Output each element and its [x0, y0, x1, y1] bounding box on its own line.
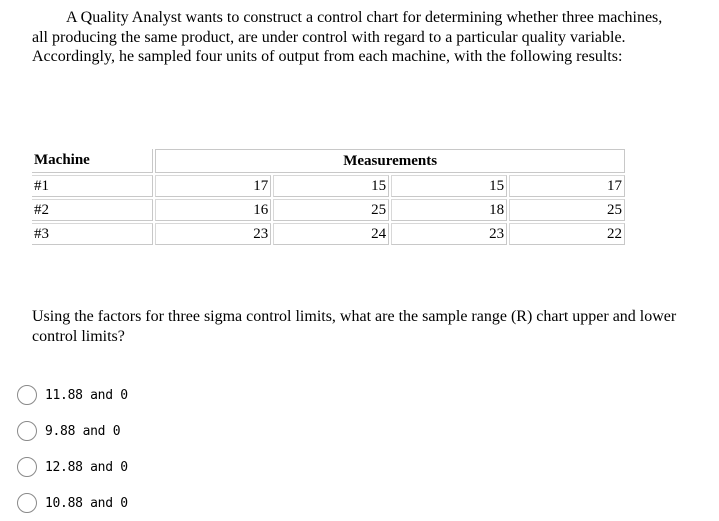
option-label[interactable]: 9.88 and 0 [45, 423, 121, 439]
answer-option-2[interactable] [17, 413, 128, 449]
header-measurements: Measurements [155, 149, 625, 173]
measurement-cell: 23 [391, 223, 507, 245]
machine-cell: #3 [32, 223, 153, 245]
table-row [32, 175, 625, 197]
table-row [32, 223, 625, 245]
option-label[interactable]: 12.88 and 0 [45, 459, 128, 475]
radio-button[interactable] [17, 421, 37, 441]
machine-cell: #1 [32, 175, 153, 197]
measurement-cell: 16 [155, 199, 271, 221]
measurement-cell: 17 [155, 175, 271, 197]
header-machine: Machine [32, 149, 153, 173]
answer-options [17, 377, 128, 521]
machine-cell: #2 [32, 199, 153, 221]
measurement-cell: 15 [391, 175, 507, 197]
option-label[interactable]: 11.88 and 0 [45, 387, 128, 403]
measurement-cell: 25 [509, 199, 625, 221]
answer-option-3[interactable] [17, 449, 128, 485]
question-text: Using the factors for three sigma control limits, what are the sample range (R) chart upper and lower control limits? [32, 308, 677, 345]
table-row [32, 199, 625, 221]
radio-button[interactable] [17, 385, 37, 405]
measurement-cell: 25 [273, 199, 389, 221]
measurement-cell: 15 [273, 175, 389, 197]
measurement-cell: 17 [509, 175, 625, 197]
intro-paragraph: A Quality Analyst wants to construct a control chart for determining whether three machines, all producing the same product, are under control with regard to a particular quality variable. Accordingly, he sampled four units of output from each machine, with the following results: [32, 9, 663, 65]
measurement-cell: 18 [391, 199, 507, 221]
answer-option-1[interactable] [17, 377, 128, 413]
measurement-cell: 22 [509, 223, 625, 245]
radio-button[interactable] [17, 457, 37, 477]
measurement-cell: 23 [155, 223, 271, 245]
radio-button[interactable] [17, 493, 37, 513]
option-label[interactable]: 10.88 and 0 [45, 495, 128, 511]
table-header-row [32, 149, 625, 173]
measurement-cell: 24 [273, 223, 389, 245]
measurements-table [30, 147, 627, 247]
